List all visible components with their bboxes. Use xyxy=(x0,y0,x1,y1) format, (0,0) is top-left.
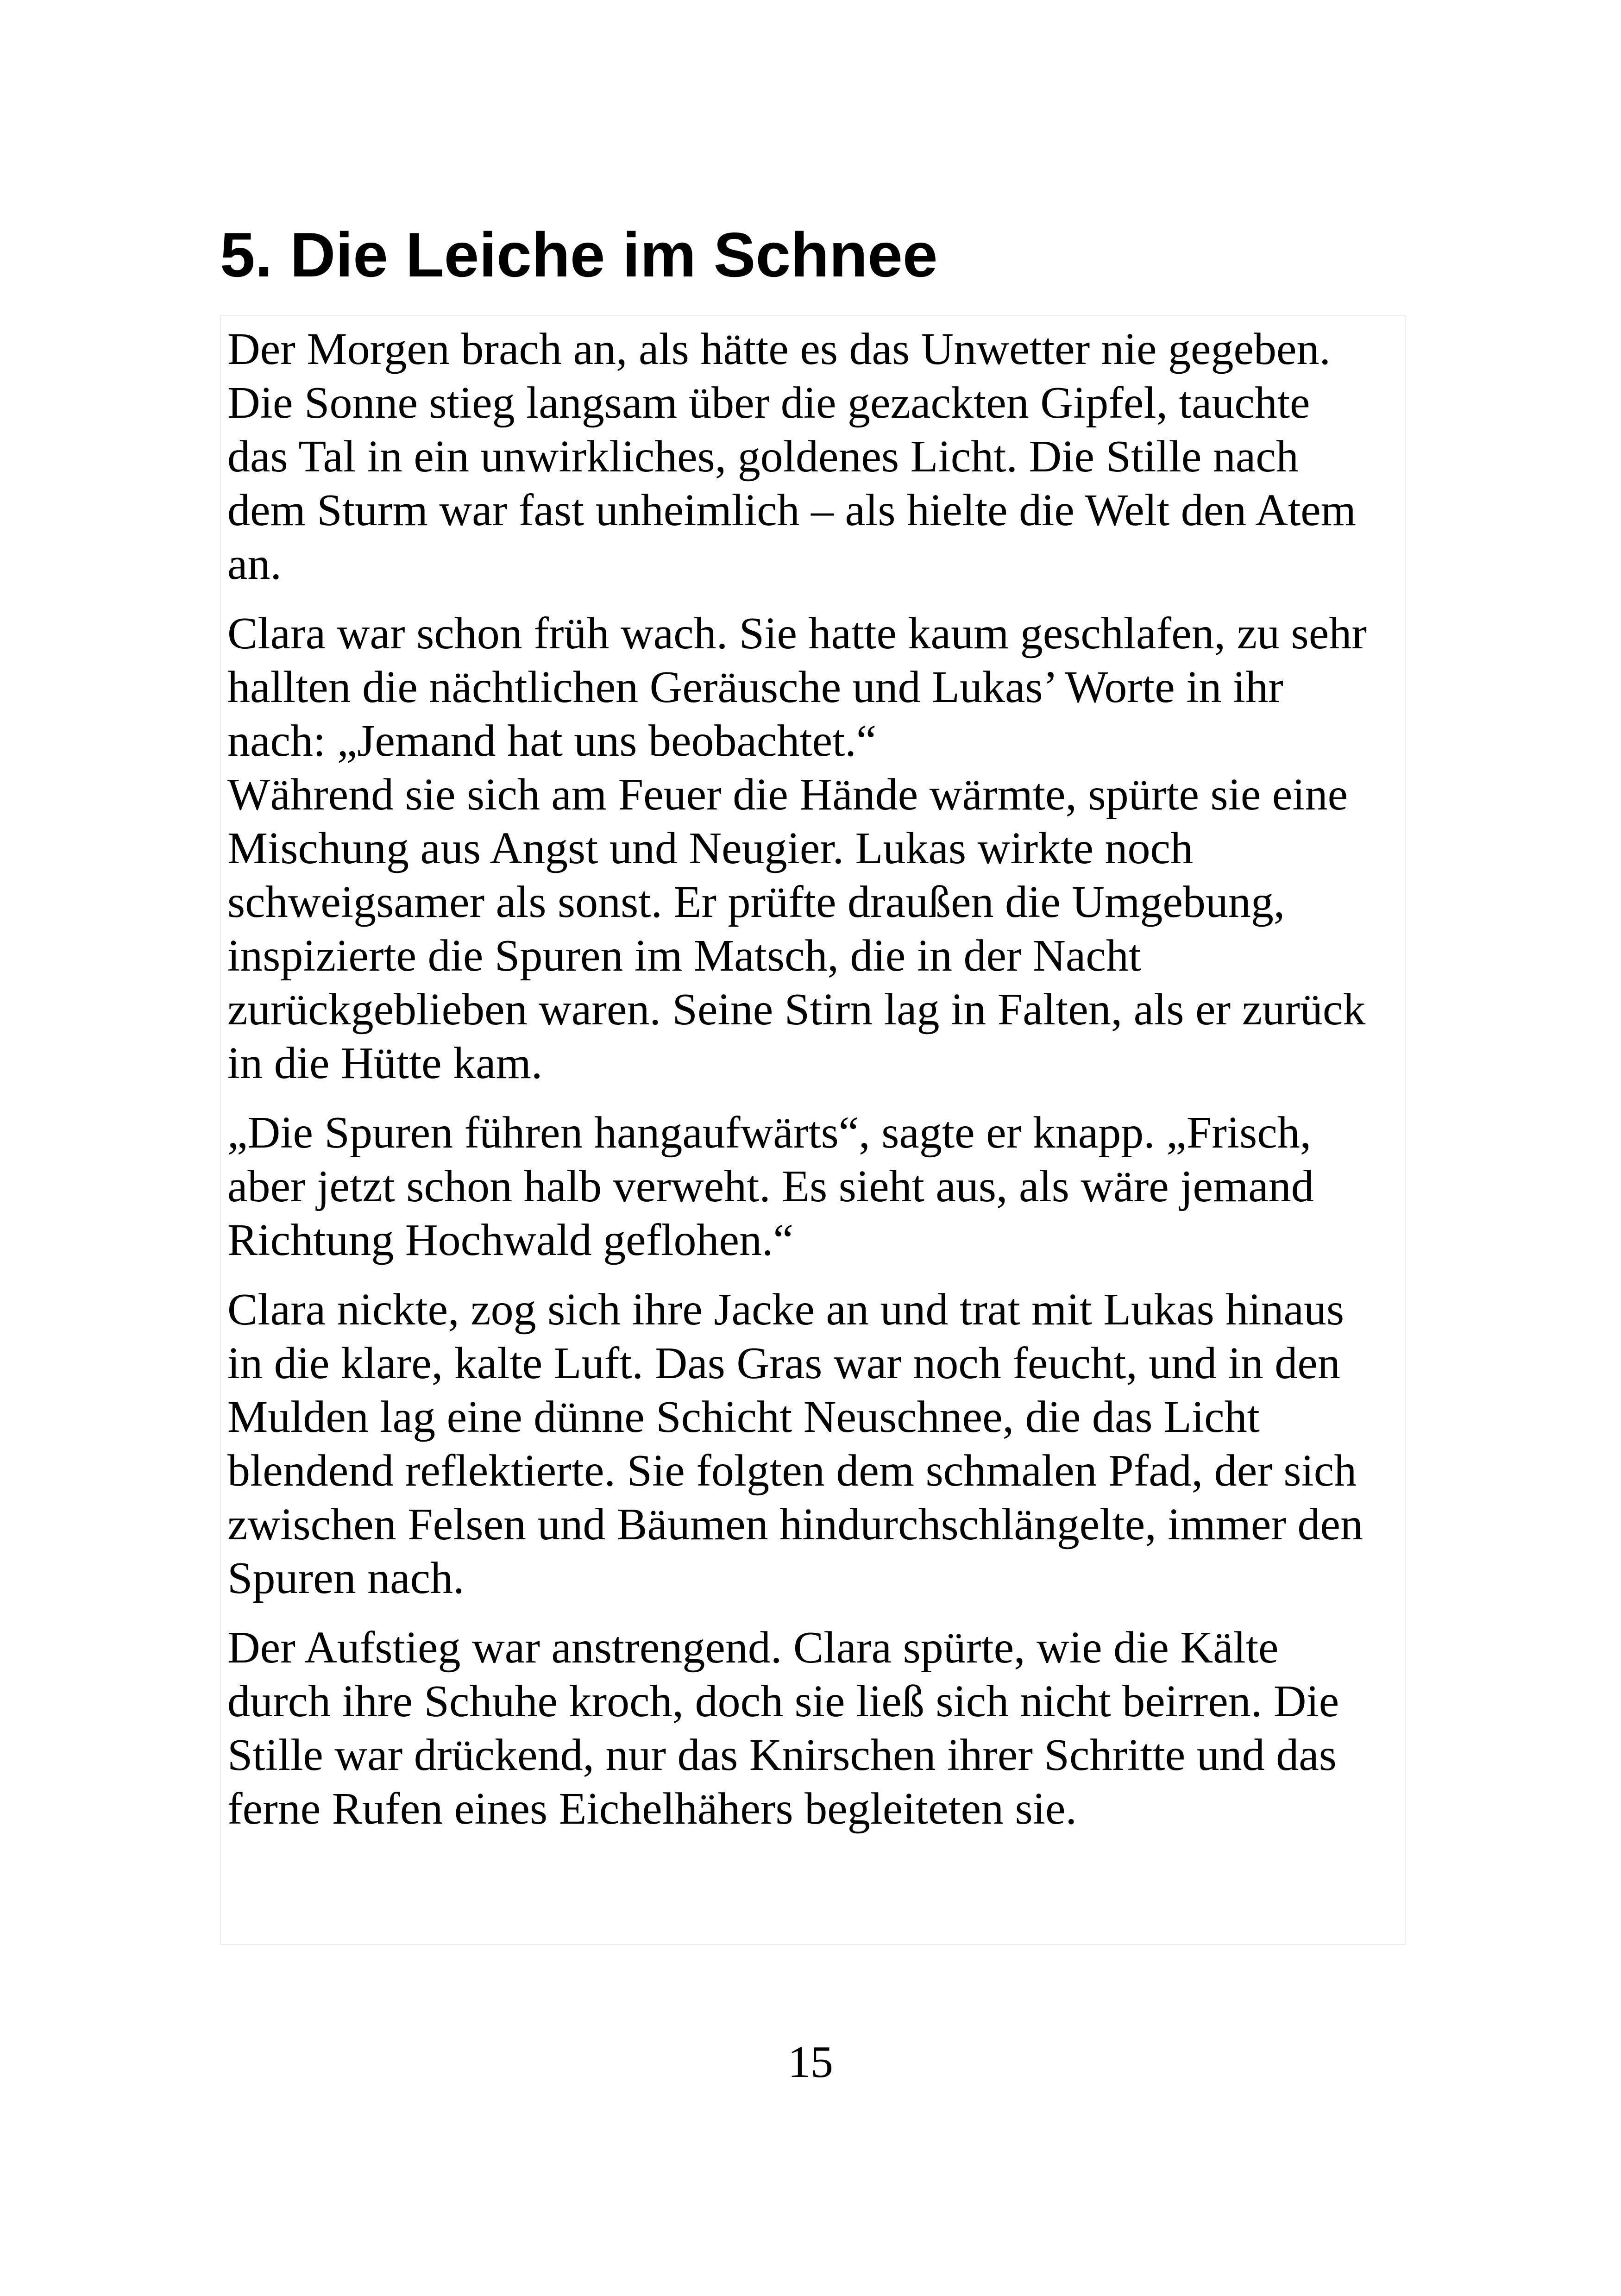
paragraph-4: Clara nickte, zog sich ihre Jacke an und trat mit Lukas hinaus in die klare, kalte Luft. Das Gras war noch feucht, und in den Mulden lag eine dünne Schicht Neuschnee, die das Licht blendend reflektierte. Sie folgten dem schmalen Pfad, der sich zwischen Felsen und Bäumen hindurchschlängelte, immer den Spuren nach. xyxy=(227,1285,1363,1603)
text-frame xyxy=(220,315,1406,1945)
paragraph-2: Clara war schon früh wach. Sie hatte kaum geschlafen, zu sehr hallten die nächtlichen Geräusche und Lukas’ Worte in ihr nach: „Jemand hat uns beobachtet.“ Während sie sich am Feuer die Hände wärmte, spürte sie eine Mischung aus Angst und Neugier. Lukas wirkte noch schweigsamer als sonst. Er prüfte draußen die Umgebung, inspizierte die Spuren im Matsch, die in der Nacht zurückgeblieben waren. Seine Stirn lag in Falten, als er zurück in die Hütte kam. xyxy=(227,609,1367,1088)
paragraph-3: „Die Spuren führen hangaufwärts“, sagte er knapp. „Frisch, aber jetzt schon halb verweht. Es sieht aus, als wäre jemand Richtung Hochwald geflohen.“ xyxy=(227,1108,1314,1265)
chapter-title: 5. Die Leiche im Schnee xyxy=(220,220,938,290)
paragraph-1: Der Morgen brach an, als hätte es das Unwetter nie gegeben. Die Sonne stieg langsam über die gezackten Gipfel, tauchte das Tal in ein unwirkliches, goldenes Licht. Die Stille nach dem Sturm war fast unheimlich – als hielte die Welt den Atem an. xyxy=(227,324,1357,589)
page-number: 15 xyxy=(788,2037,833,2087)
paragraph-5: Der Aufstieg war anstrengend. Clara spürte, wie die Kälte durch ihre Schuhe kroch, doch sie ließ sich nicht beirren. Die Stille war drückend, nur das Knirschen ihrer Schritte und das ferne Rufen eines Eichelhähers begleiteten sie. xyxy=(227,1623,1339,1834)
